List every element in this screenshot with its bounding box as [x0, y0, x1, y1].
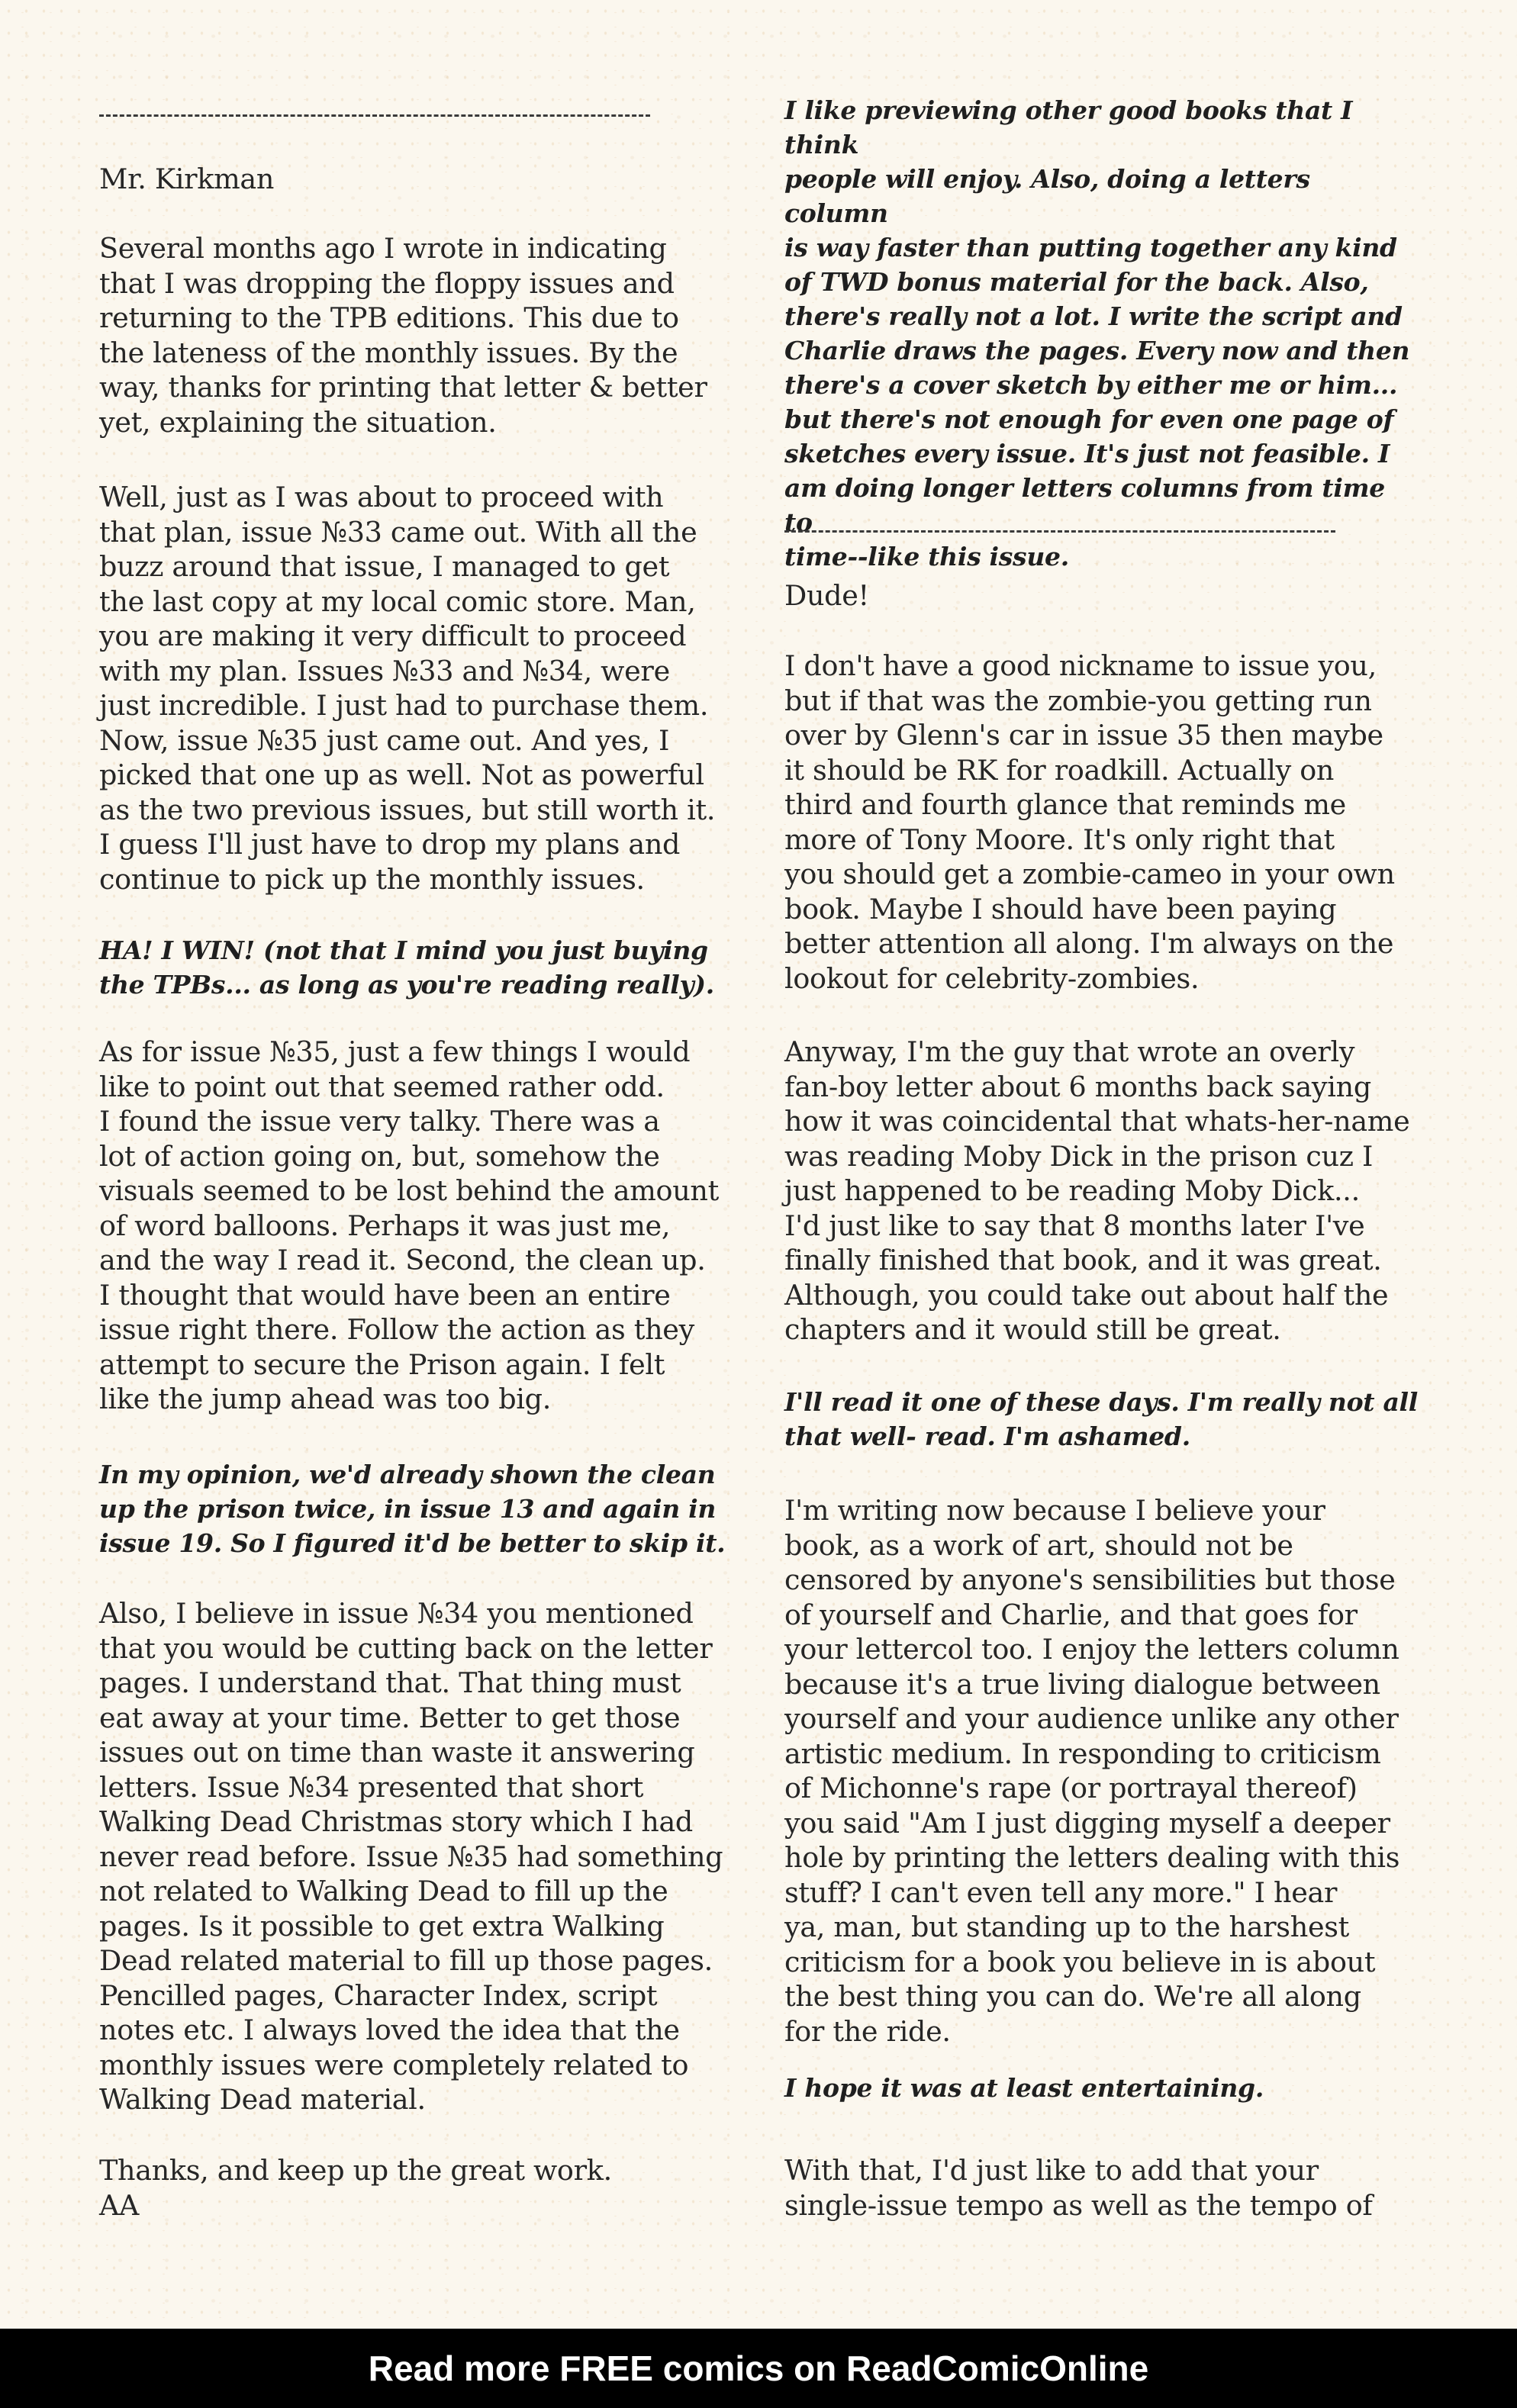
letter-salutation: Mr. Kirkman — [99, 163, 275, 195]
editor-reply: I hope it was at least entertaining. — [784, 2073, 1264, 2103]
footer-banner[interactable]: Read more FREE comics on ReadComicOnline — [0, 2329, 1517, 2408]
editor-reply: HA! I WIN! (not that I mind you just buying the TPBs... as long as you're reading really). — [99, 935, 714, 1000]
letter-paragraph: With that, I'd just like to add that your single-issue tempo as well as the tempo of — [784, 2154, 1373, 2222]
letter-salutation: Dude! — [784, 579, 869, 612]
letter-signoff: Thanks, and keep up the great work. AA — [99, 2154, 612, 2222]
letter-paragraph: Also, I believe in issue №34 you mentioned that you would be cutting back on the letter pages. I understand that. That thing must eat away at your time. Better to get those issues out on time than waste it answering letters. Issue №34 presented that short Walking Dead Christmas story which I had never read before. Issue №35 had something not related to Walking Dead to fill up the pages. Is it possible to get extra Walking Dead related material to fill up those pages. Pencilled pages, Character Index, script notes etc. I always loved the idea that the monthly issues were completely related to Walking Dead material. — [99, 1597, 723, 2116]
letter-paragraph: I'm writing now because I believe your book, as a work of art, should not be censored by anyone's sensibilities but those of yourself and Charlie, and that goes for your lettercol too. I enjoy the letters column because it's a true living dialogue between yourself and your audience unlike any other artistic medium. In responding to criticism of Michonne's rape (or portrayal thereof) you said "Am I just digging myself a deeper hole by printing the letters dealing with this stuff? I can't even tell any more." I hear ya, man, but standing up to the harshest criticism for a book you believe in is about the best thing you can do. We're all along for the ride. — [784, 1494, 1400, 2048]
letter-paragraph: Several months ago I wrote in indicating that I was dropping the floppy issues and returning to the TPB editions. This due to the lateness of the monthly issues. By the way, thanks for printing that letter & better yet, explaining the situation. — [99, 232, 707, 439]
section-divider — [784, 530, 1335, 533]
letter-paragraph: As for issue №35, just a few things I would like to point out that seemed rather odd. I found the issue very talky. There was a lot of action going on, but, somehow the visuals seemed to be lost behind the amount of word balloons. Perhaps it was just me, and the way I read it. Second, the clean up. I thought that would have been an entire issue right there. Follow the action as they attempt to secure the Prison again. I felt like the jump ahead was too big. — [99, 1035, 720, 1415]
letter-paragraph: I don't have a good nickname to issue you, but if that was the zombie-you getting run over by Glenn's car in issue 35 then maybe it should be RK for roadkill. Actually on third and fourth glance that reminds me more of Tony Moore. It's only right that you should get a zombie-cameo in your own book. Maybe I should have been paying better attention all along. I'm always on the lookout for celebrity-zombies. — [784, 649, 1395, 995]
editor-reply: I'll read it one of these days. I'm really not all that well- read. I'm ashamed. — [784, 1387, 1418, 1451]
editor-reply: In my opinion, we'd already shown the clean up the prison twice, in issue 13 and again in issue 19. So I figured it'd be better to skip it. — [99, 1460, 726, 1558]
letter-paragraph: Anyway, I'm the guy that wrote an overly fan-boy letter about 6 months back saying how it was coincidental that whats-her-name was reading Moby Dick in the prison cuz I just happened to be reading Moby Dick... I'd just like to say that 8 months later I've finally finished that book, and it was great. Although, you could take out about half the chapters and it would still be great. — [784, 1035, 1410, 1346]
section-divider — [99, 114, 650, 117]
editor-reply: I like previewing other good books that I think people will enjoy. Also, doing a letters column is way faster than putting together any kind of TWD bonus material for the back. Also, there's really not a lot. I write the script and Charlie draws the pages. Every now and then there's a cover sketch by either me or him... but there's not enough for even one page of sketches every issue. It's just not feasible. I am doing longer letters columns from time to time--like this issue. — [784, 95, 1410, 571]
letter-paragraph: Well, just as I was about to proceed with that plan, issue №33 came out. With all the buzz around that issue, I managed to get the last copy at my local comic store. Man, you are making it very difficult to proceed with my plan. Issues №33 and №34, were just incredible. I just had to purchase them. Now, issue №35 just came out. And yes, I picked that one up as well. Not as powerful as the two previous issues, but still worth it. I guess I'll just have to drop my plans and continue to pick up the monthly issues. — [99, 481, 716, 896]
